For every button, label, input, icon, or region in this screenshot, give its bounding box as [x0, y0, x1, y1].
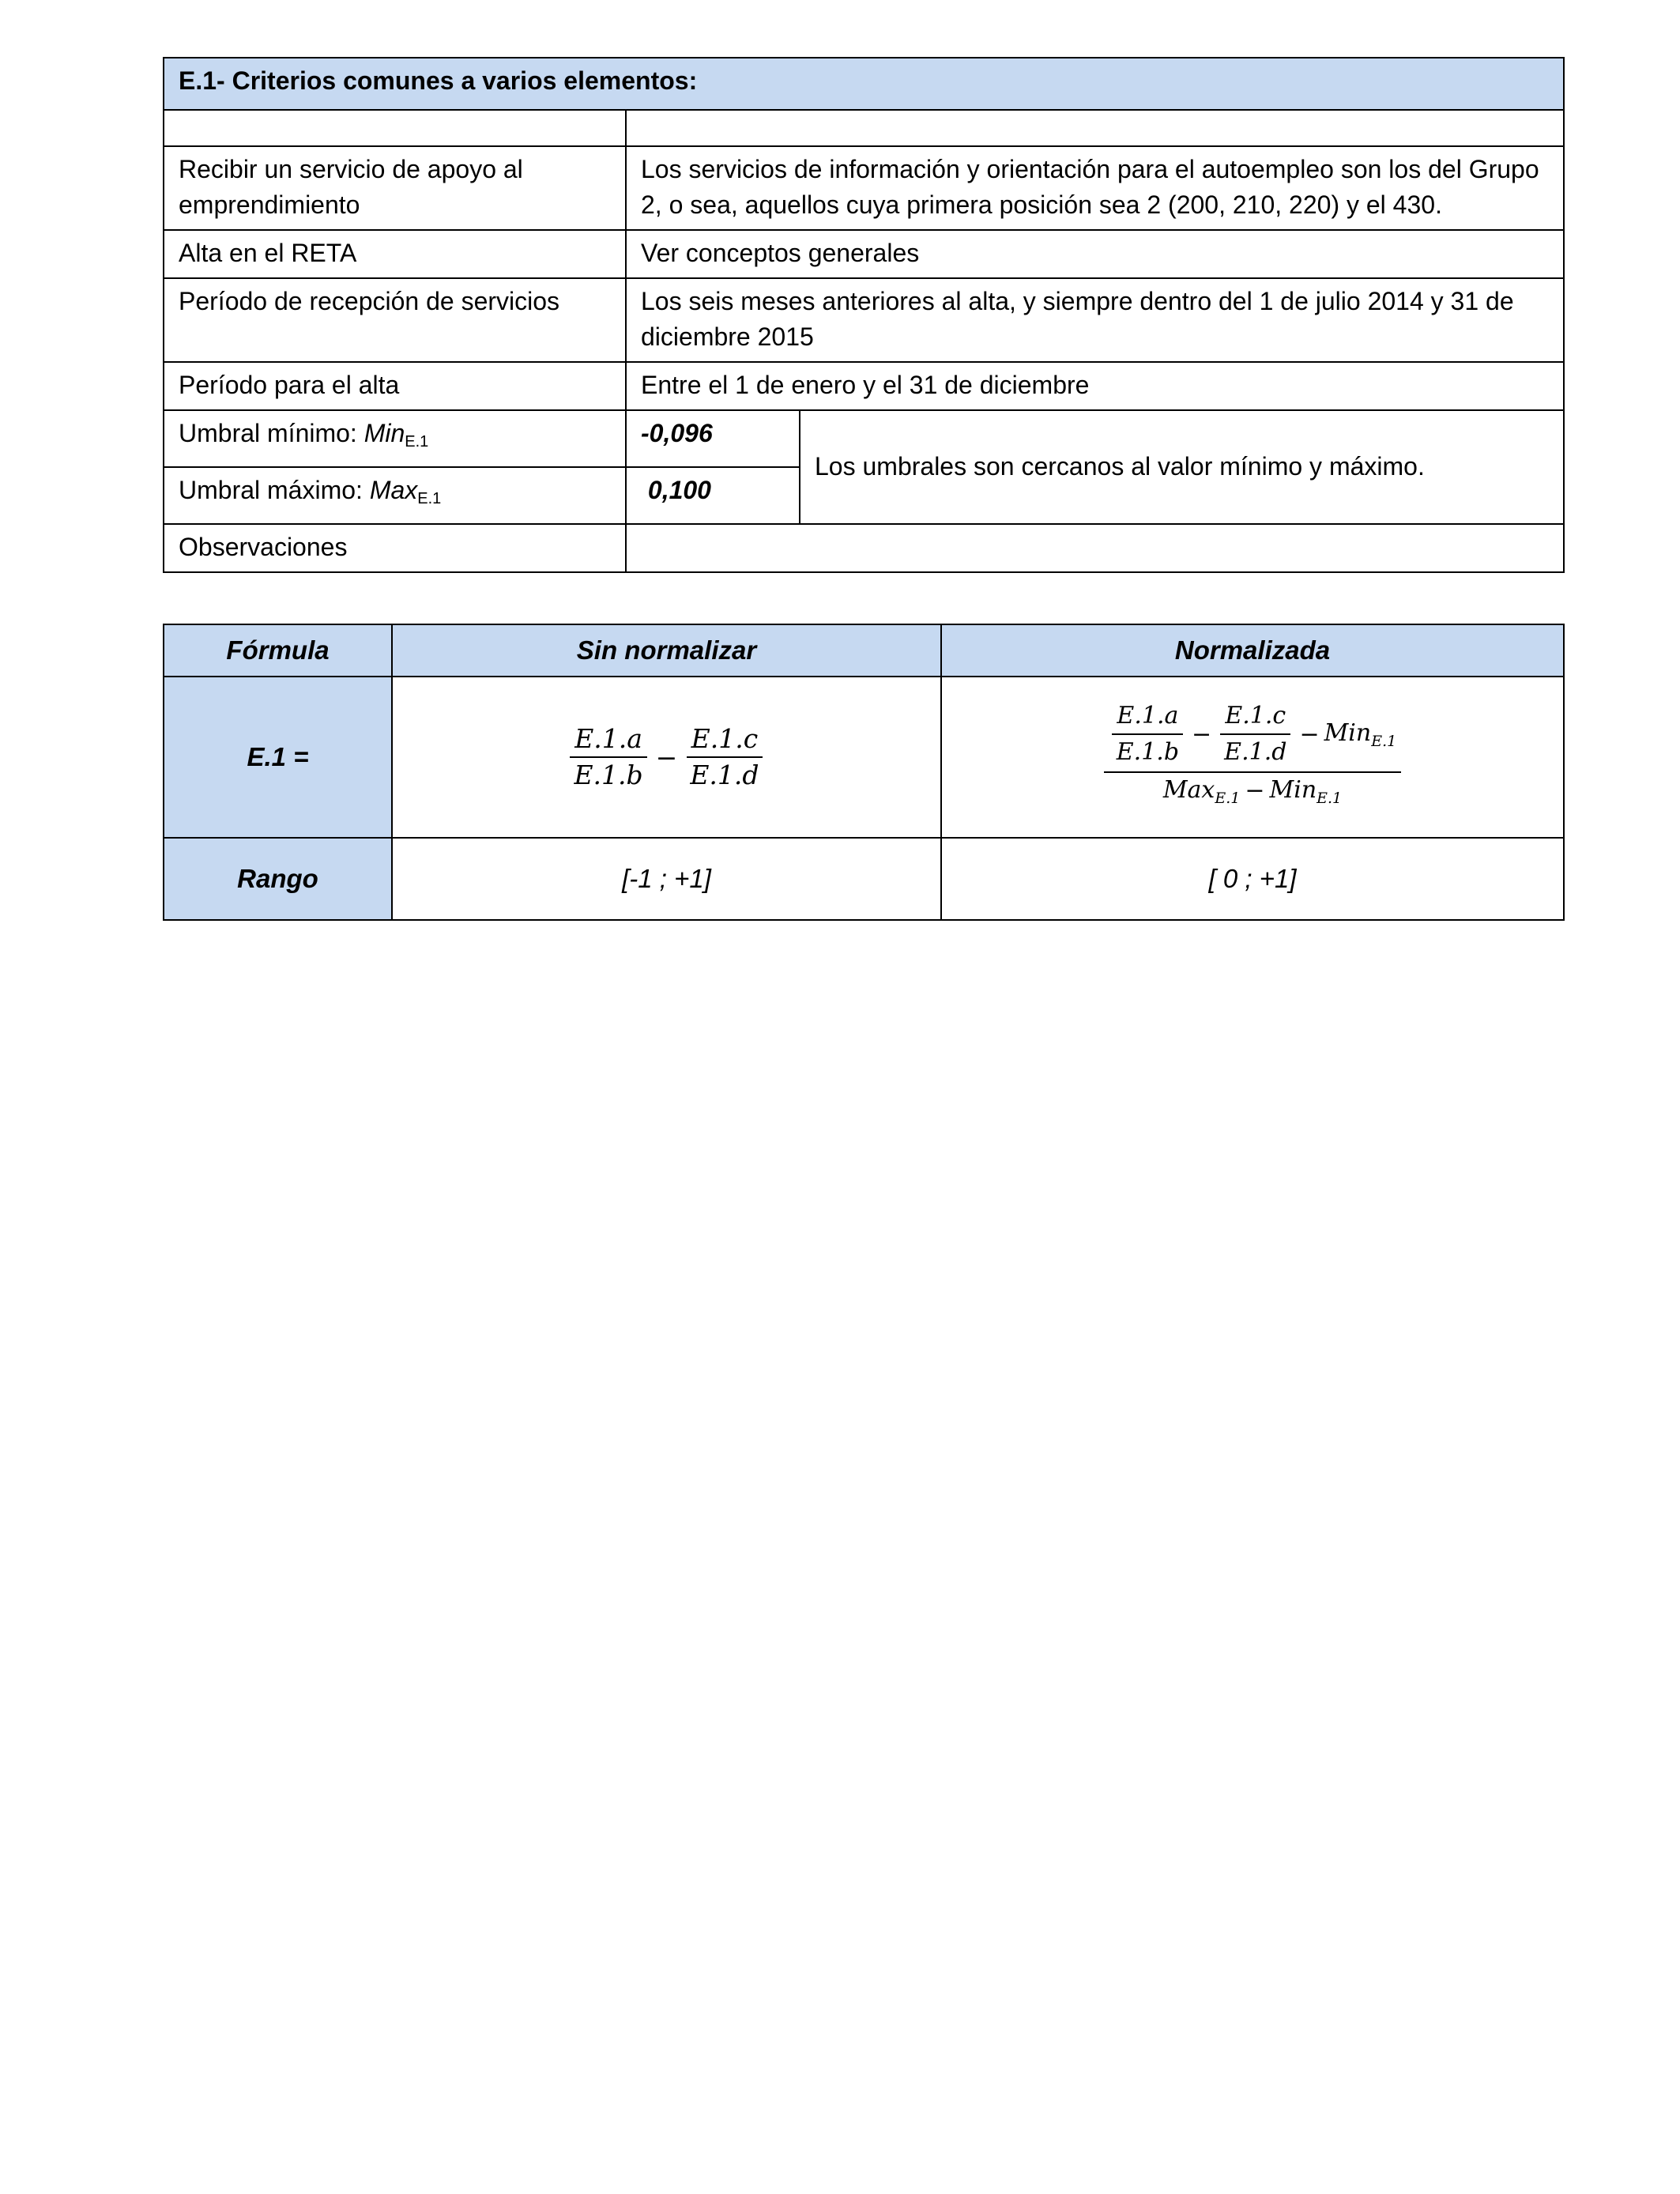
row-label: Período para el alta [164, 362, 626, 410]
min-sub: E.1 [405, 433, 429, 450]
row-value: Los seis meses anteriores al alta, y siempre dentro del 1 de julio 2014 y 31 de diciembre 2015 [626, 278, 1564, 362]
row-value: Ver conceptos generales [626, 230, 1564, 278]
normalized-outer-fraction [1104, 700, 1401, 814]
row-label: Período de recepción de servicios [164, 278, 626, 362]
min-var: Min [363, 419, 405, 447]
normalized-formula [941, 677, 1564, 838]
header-formula: Fórmula [164, 624, 392, 677]
min-threshold-label: Umbral mínimo: Min$_{E.1}$ [164, 410, 626, 467]
header-normalized: Normalizada [941, 624, 1564, 677]
normalized-fraction-expression [1101, 700, 1404, 814]
criteria-table [163, 57, 1565, 573]
empty-cell [626, 110, 1564, 146]
normalized-denominator: Max$_{E.1}$ − Min$_{E.1}$ [1162, 776, 1343, 807]
raw-range: [-1 ; +1] [392, 838, 941, 920]
row-value: Los servicios de información y orientación para el autoempleo son los del Grupo 2, o sea, aquellos cuya primera posición sea 2 (200, 210, 220) y el 430. [626, 146, 1564, 230]
empty-cell [164, 110, 626, 146]
observations-value [626, 524, 1564, 572]
row-label: Alta en el RETA [164, 230, 626, 278]
row-value: Entre el 1 de enero y el 31 de diciembre [626, 362, 1564, 410]
header-raw: Sin normalizar [392, 624, 941, 677]
min-threshold-value: -0,096 [626, 410, 800, 467]
fraction-a-b: $\frac{E.1.a}{E.1.b}$ [569, 723, 647, 791]
raw-formula [392, 677, 941, 838]
range-label: Rango [164, 838, 392, 920]
raw-fraction-expression [566, 723, 767, 791]
criteria-title: E.1- Criterios comunes a varios elementos: [164, 58, 1564, 110]
normalized-numerator: $\frac{E.1.a}{E.1.b}$ − $\frac{E.1.c}{E.1.d}$ − Min$_{E.1}$ [1104, 700, 1401, 773]
formula-table [163, 624, 1565, 921]
max-var: Max [369, 476, 418, 504]
normalized-range: [ 0 ; +1] [941, 838, 1564, 920]
row-label: Recibir un servicio de apoyo al emprendimiento [164, 146, 626, 230]
threshold-note: Los umbrales son cercanos al valor mínimo y máximo. [800, 410, 1564, 524]
max-sub: E.1 [417, 490, 442, 507]
observations-label: Observaciones [164, 524, 626, 572]
formula-label: E.1 = [164, 677, 392, 838]
fraction-c-d: $\frac{E.1.c}{E.1.d}$ [685, 723, 763, 791]
max-threshold-value: 0,100 [626, 467, 800, 524]
max-threshold-label: Umbral máximo: Max$_{E.1}$ [164, 467, 626, 524]
minus-sign: − [655, 741, 678, 773]
